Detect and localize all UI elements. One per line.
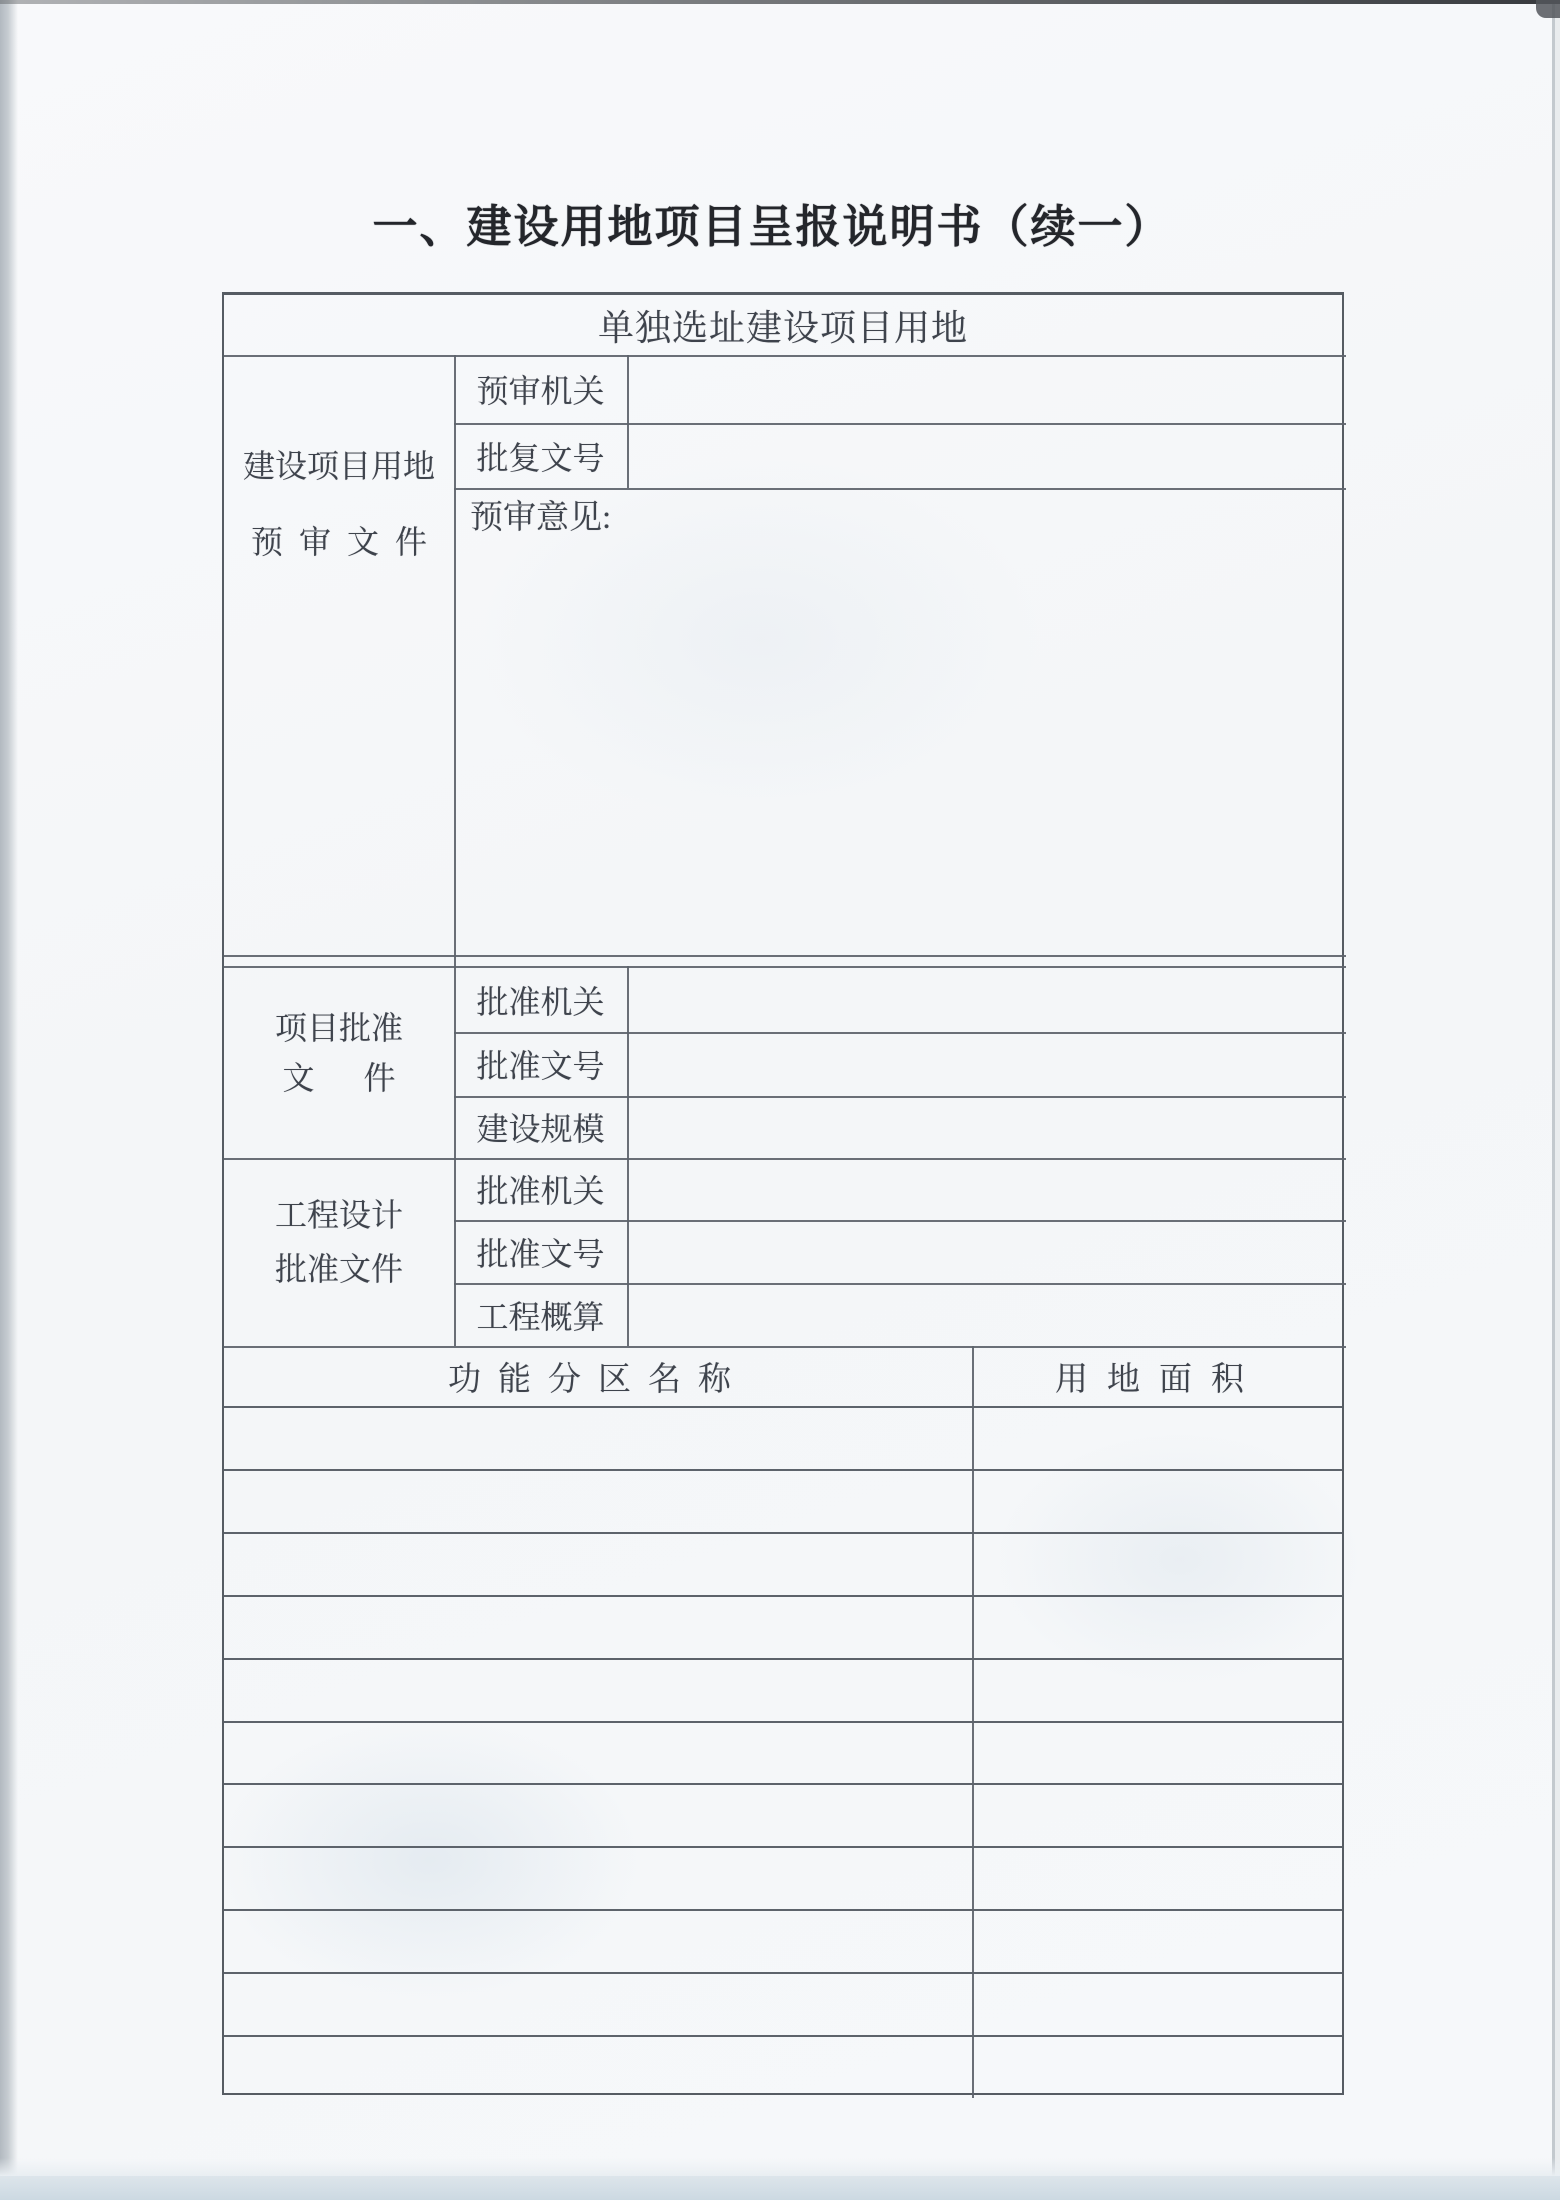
scan-edge-left (0, 0, 18, 2200)
scan-corner-shadow (1536, 0, 1560, 18)
section-label-line1: 建设项目用地 (242, 448, 435, 484)
value-cell-project-budget (627, 1283, 1346, 1346)
value-cell-reply-doc-number (627, 423, 1346, 488)
section-label-line1: 项目批准 (274, 1010, 403, 1046)
zone-name-cell (224, 1974, 972, 2035)
value-cell-preaudit-agency (627, 355, 1346, 423)
scan-edge-top (0, 0, 1560, 4)
field-label-design-approval-agency: 批准机关 (476, 1173, 605, 1209)
zone-area-cell (972, 1597, 1342, 1658)
section-label-line2: 预审文件 (250, 524, 443, 560)
zone-row (224, 1846, 1342, 1909)
zone-name-cell (224, 1660, 972, 1721)
zone-rows (224, 1406, 1342, 2098)
field-label-approval-doc-number: 批准文号 (476, 1048, 605, 1084)
zones-area-header: 用地面积 (1055, 1361, 1263, 1398)
zone-name-cell (224, 1848, 972, 1909)
zone-row (224, 1909, 1342, 1972)
scan-edge-right (1555, 4, 1560, 2200)
zone-row (224, 1532, 1342, 1595)
section-label-design-approval (224, 1158, 454, 1346)
zone-area-cell (972, 1911, 1342, 1972)
zone-area-cell (972, 1848, 1342, 1909)
page-title: 一、建设用地项目呈报说明书（续一） (372, 201, 1172, 252)
field-label-approval-agency: 批准机关 (476, 984, 605, 1020)
section-label-line1: 工程设计 (274, 1197, 403, 1233)
section-label-line2: 批准文件 (274, 1251, 403, 1287)
zone-area-cell (972, 1660, 1342, 1721)
value-cell-design-approval-agency (627, 1158, 1346, 1220)
zone-row (224, 1783, 1342, 1846)
zone-row (224, 1658, 1342, 1721)
zone-name-cell (224, 1723, 972, 1784)
zone-name-cell (224, 1408, 972, 1469)
field-label-construction-scale: 建设规模 (476, 1111, 605, 1147)
zone-area-cell (972, 1534, 1342, 1595)
section-label-project-approval (224, 968, 454, 1158)
zone-row (224, 1469, 1342, 1532)
zone-name-cell (224, 1911, 972, 1972)
zone-area-cell (972, 1408, 1342, 1469)
field-label-preaudit-agency: 预审机关 (476, 373, 605, 409)
scan-edge-bottom (0, 2176, 1560, 2200)
zone-area-cell (972, 1785, 1342, 1846)
zone-area-cell (972, 1974, 1342, 2035)
value-cell-construction-scale (627, 1096, 1346, 1158)
scan-bottom-shadow (0, 2158, 1560, 2176)
field-label-reply-doc-number: 批复文号 (476, 439, 605, 476)
field-label-preaudit-opinion: 预审意见: (470, 500, 612, 536)
zone-row (224, 1972, 1342, 2035)
field-label-design-approval-doc-number: 批准文号 (476, 1235, 605, 1272)
zone-name-cell (224, 1534, 972, 1595)
zone-name-cell (224, 1785, 972, 1846)
section-label-preaudit-documents (224, 355, 454, 957)
zone-row (224, 1721, 1342, 1784)
zones-name-header: 功能分区名称 (448, 1361, 748, 1398)
value-cell-preaudit-opinion (454, 488, 1346, 955)
zone-row (224, 1595, 1342, 1658)
zone-name-cell (224, 1471, 972, 1532)
value-cell-approval-agency (627, 968, 1346, 1032)
zone-name-cell (224, 1597, 972, 1658)
table-header: 单独选址建设项目用地 (597, 307, 968, 348)
zone-area-cell (972, 2037, 1342, 2098)
zone-area-cell (972, 1723, 1342, 1784)
value-cell-design-approval-doc-number (627, 1220, 1346, 1283)
section-label-line2: 文件 (282, 1060, 445, 1096)
value-cell-approval-doc-number (627, 1032, 1346, 1096)
zone-row (224, 1406, 1342, 1469)
zone-row (224, 2035, 1342, 2098)
zone-name-cell (224, 2037, 972, 2098)
zone-area-cell (972, 1471, 1342, 1532)
field-label-project-budget: 工程概算 (476, 1298, 605, 1335)
scan-page-edge-line (1552, 4, 1555, 2196)
form-table (222, 292, 1344, 2095)
